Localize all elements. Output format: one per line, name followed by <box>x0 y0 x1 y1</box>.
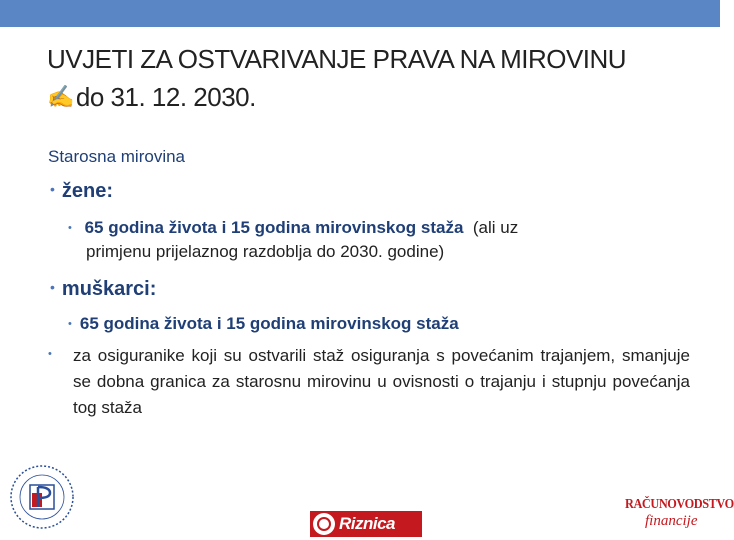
section-title: Starosna mirovina <box>48 147 186 166</box>
racunovodstvo-financije-logo: RAČUNOVODSTVO financije <box>625 497 734 529</box>
men-criteria: • 65 godina života i 15 godina mirovinskog staža <box>68 314 459 333</box>
bullet-icon: • <box>48 348 52 360</box>
institution-seal-logo <box>8 463 76 531</box>
women-heading: • žene: <box>50 180 114 202</box>
women-criteria: • 65 godina života i 15 godina mirovinskog staža (ali uz primjenu prijelaznog razdoblja do 2030. godine) <box>68 218 519 261</box>
title-line-2: do 31. 12. 2030. <box>75 82 256 112</box>
bullet-icon: • <box>68 222 72 234</box>
riznica-logo: Riznica <box>310 511 422 537</box>
slide-title <box>47 40 697 116</box>
men-heading: • muškarci: <box>50 278 157 300</box>
bullet-icon: • <box>50 279 55 295</box>
title-line-1: UVJETI ZA OSTVARIVANJE PRAVA NA MIROVINU <box>47 44 627 74</box>
bullet-icon: • <box>68 318 72 330</box>
riznica-emblem-icon <box>313 513 335 535</box>
top-accent-bar <box>0 0 720 27</box>
writing-hand-icon: ✍ <box>47 84 74 109</box>
bullet-icon: • <box>50 181 55 197</box>
reduced-age-note: • za osiguranike koji su ostvarili staž osiguranja s povećanim trajanjem, smanjuje se dobna granica za starosnu mirovinu u ovisnosti o trajanju i stupnju povećanja tog staža <box>48 343 690 421</box>
